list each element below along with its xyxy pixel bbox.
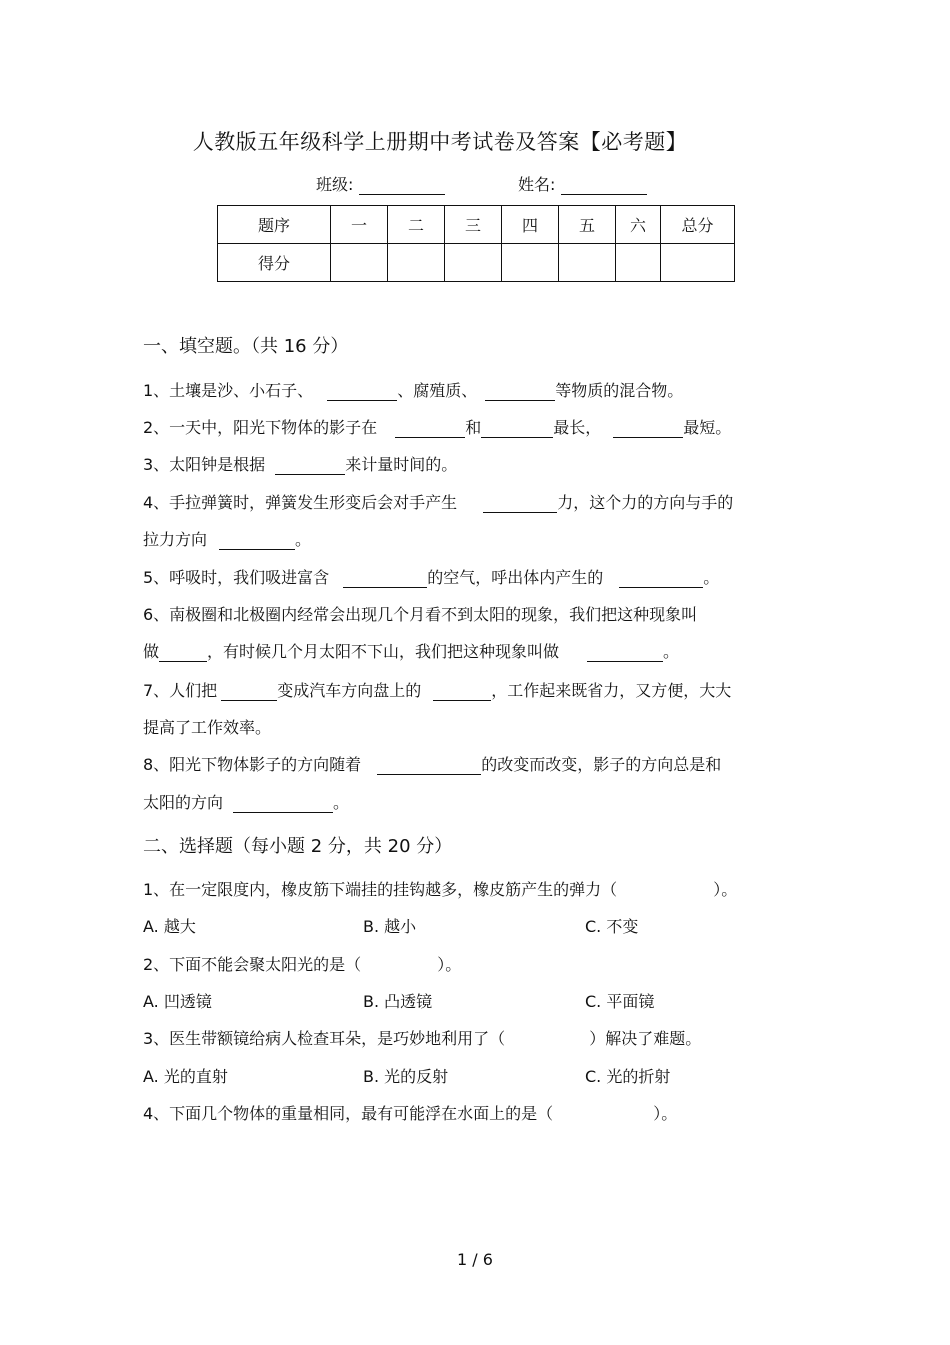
question-text: 力，这个力的方向与手的 [557,493,734,512]
option-c[interactable]: C. 光的折射 [585,1067,671,1086]
table-cell: 一 [331,206,388,244]
option-b[interactable]: B. 凸透镜 [363,992,433,1011]
question-text: 6、南极圈和北极圈内经常会出现几个月看不到太阳的现象，我们把这种现象叫 [143,605,698,624]
question-text: 2、下面不能会聚太阳光的是（ [143,955,362,974]
answer-blank[interactable] [275,457,345,475]
answer-blank[interactable] [613,420,683,438]
question-text: 。 [333,793,350,812]
fill-question-4 [143,490,733,513]
answer-blank[interactable] [481,420,553,438]
fill-question-2 [143,415,731,438]
score-cell[interactable] [616,244,661,282]
answer-blank[interactable] [395,420,465,438]
table-cell: 题序 [218,206,331,244]
score-cell[interactable] [661,244,735,282]
name-label: 姓名: [518,175,556,194]
question-text: 8、阳光下物体影子的方向随着 [143,755,362,774]
question-text: 。 [295,530,312,549]
question-text: 、腐殖质、 [397,381,478,400]
question-text: 提高了工作效率。 [143,718,272,737]
option-b[interactable]: B. 光的反射 [363,1067,449,1086]
answer-blank[interactable] [159,644,207,662]
question-text: 1、土壤是沙、小石子、 [143,381,314,400]
answer-blank[interactable] [587,644,663,662]
fill-question-1 [143,378,683,401]
page-title: 人教版五年级科学上册期中考试卷及答案【必考题】 [192,130,688,154]
table-cell: 二 [388,206,445,244]
class-blank[interactable] [359,176,445,195]
score-table-header-row [218,206,735,244]
table-cell: 四 [502,206,559,244]
page-number: 1 / 6 [457,1250,493,1269]
question-text: 最短。 [683,418,732,437]
answer-blank[interactable] [483,495,557,513]
section2-heading: 二、选择题（每小题 2 分，共 20 分） [143,836,453,857]
question-text: 太阳的方向 [143,793,224,812]
answer-blank[interactable] [233,795,333,813]
question-text: 做 [143,642,160,661]
question-text: 1、在一定限度内，橡皮筋下端挂的挂钩越多，橡皮筋产生的弹力（ [143,880,618,899]
table-cell: 五 [559,206,616,244]
question-text: 最长， [553,418,602,437]
question-text: 拉力方向 [143,530,208,549]
score-table [217,205,735,282]
question-text: 。 [703,568,720,587]
score-cell[interactable] [445,244,502,282]
question-text: ）解决了难题。 [589,1029,702,1048]
fill-question-6 [143,602,697,625]
question-text: 和 [465,418,482,437]
answer-blank[interactable] [619,570,703,588]
table-cell: 总分 [661,206,735,244]
answer-blank[interactable] [219,532,295,550]
question-text: 7、人们把 [143,681,218,700]
fill-question-5 [143,565,719,588]
answer-blank[interactable] [377,757,481,775]
table-cell: 六 [616,206,661,244]
option-b[interactable]: B. 越小 [363,917,417,936]
option-c[interactable]: C. 不变 [585,917,639,936]
answer-blank[interactable] [221,683,277,701]
class-label: 班级: [316,175,354,194]
choice-question-3 [143,1026,701,1049]
class-field [316,172,445,195]
score-cell[interactable] [388,244,445,282]
fill-question-6-cont [143,639,679,662]
table-cell: 得分 [218,244,331,282]
option-a[interactable]: A. 凹透镜 [143,992,212,1011]
fill-question-4-cont [143,527,311,550]
choice-question-2 [143,952,461,975]
score-cell[interactable] [502,244,559,282]
answer-blank[interactable] [327,383,397,401]
answer-blank[interactable] [433,683,491,701]
question-text: 变成汽车方向盘上的 [277,681,422,700]
question-text: 4、下面几个物体的重量相同，最有可能浮在水面上的是（ [143,1104,554,1123]
name-blank[interactable] [561,176,647,195]
question-text: 3、太阳钟是根据 [143,455,266,474]
question-text: 3、医生带额镜给病人检查耳朵，是巧妙地利用了（ [143,1029,506,1048]
score-cell[interactable] [331,244,388,282]
name-field [518,172,647,195]
question-text: ，工作起来既省力，又方便，大大 [491,681,732,700]
choice-question-4 [143,1101,677,1124]
option-c[interactable]: C. 平面镜 [585,992,655,1011]
question-text: ）。 [713,880,738,899]
answer-blank[interactable] [485,383,555,401]
answer-blank[interactable] [343,570,427,588]
score-cell[interactable] [559,244,616,282]
fill-question-3 [143,452,457,475]
table-cell: 三 [445,206,502,244]
question-text: ，有时候几个月太阳不下山，我们把这种现象叫做 [207,642,560,661]
question-text: 来计量时间的。 [345,455,458,474]
score-table-score-row [218,244,735,282]
question-text: 2、一天中，阳光下物体的影子在 [143,418,378,437]
question-text: ）。 [437,955,462,974]
question-text: 等物质的混合物。 [555,381,684,400]
question-text: 的改变而改变，影子的方向总是和 [481,755,722,774]
choice-question-1 [143,877,737,900]
question-text: 。 [663,642,680,661]
question-text: 5、呼吸时，我们吸进富含 [143,568,330,587]
fill-question-7 [143,678,731,701]
option-a[interactable]: A. 越大 [143,917,196,936]
question-text: ）。 [653,1104,678,1123]
fill-question-8-cont [143,790,349,813]
option-a[interactable]: A. 光的直射 [143,1067,228,1086]
section1-heading: 一、填空题。（共 16 分） [143,336,349,357]
question-text: 4、手拉弹簧时，弹簧发生形变后会对手产生 [143,493,458,512]
fill-question-7-cont [143,715,271,738]
fill-question-8 [143,752,721,775]
question-text: 的空气，呼出体内产生的 [427,568,604,587]
